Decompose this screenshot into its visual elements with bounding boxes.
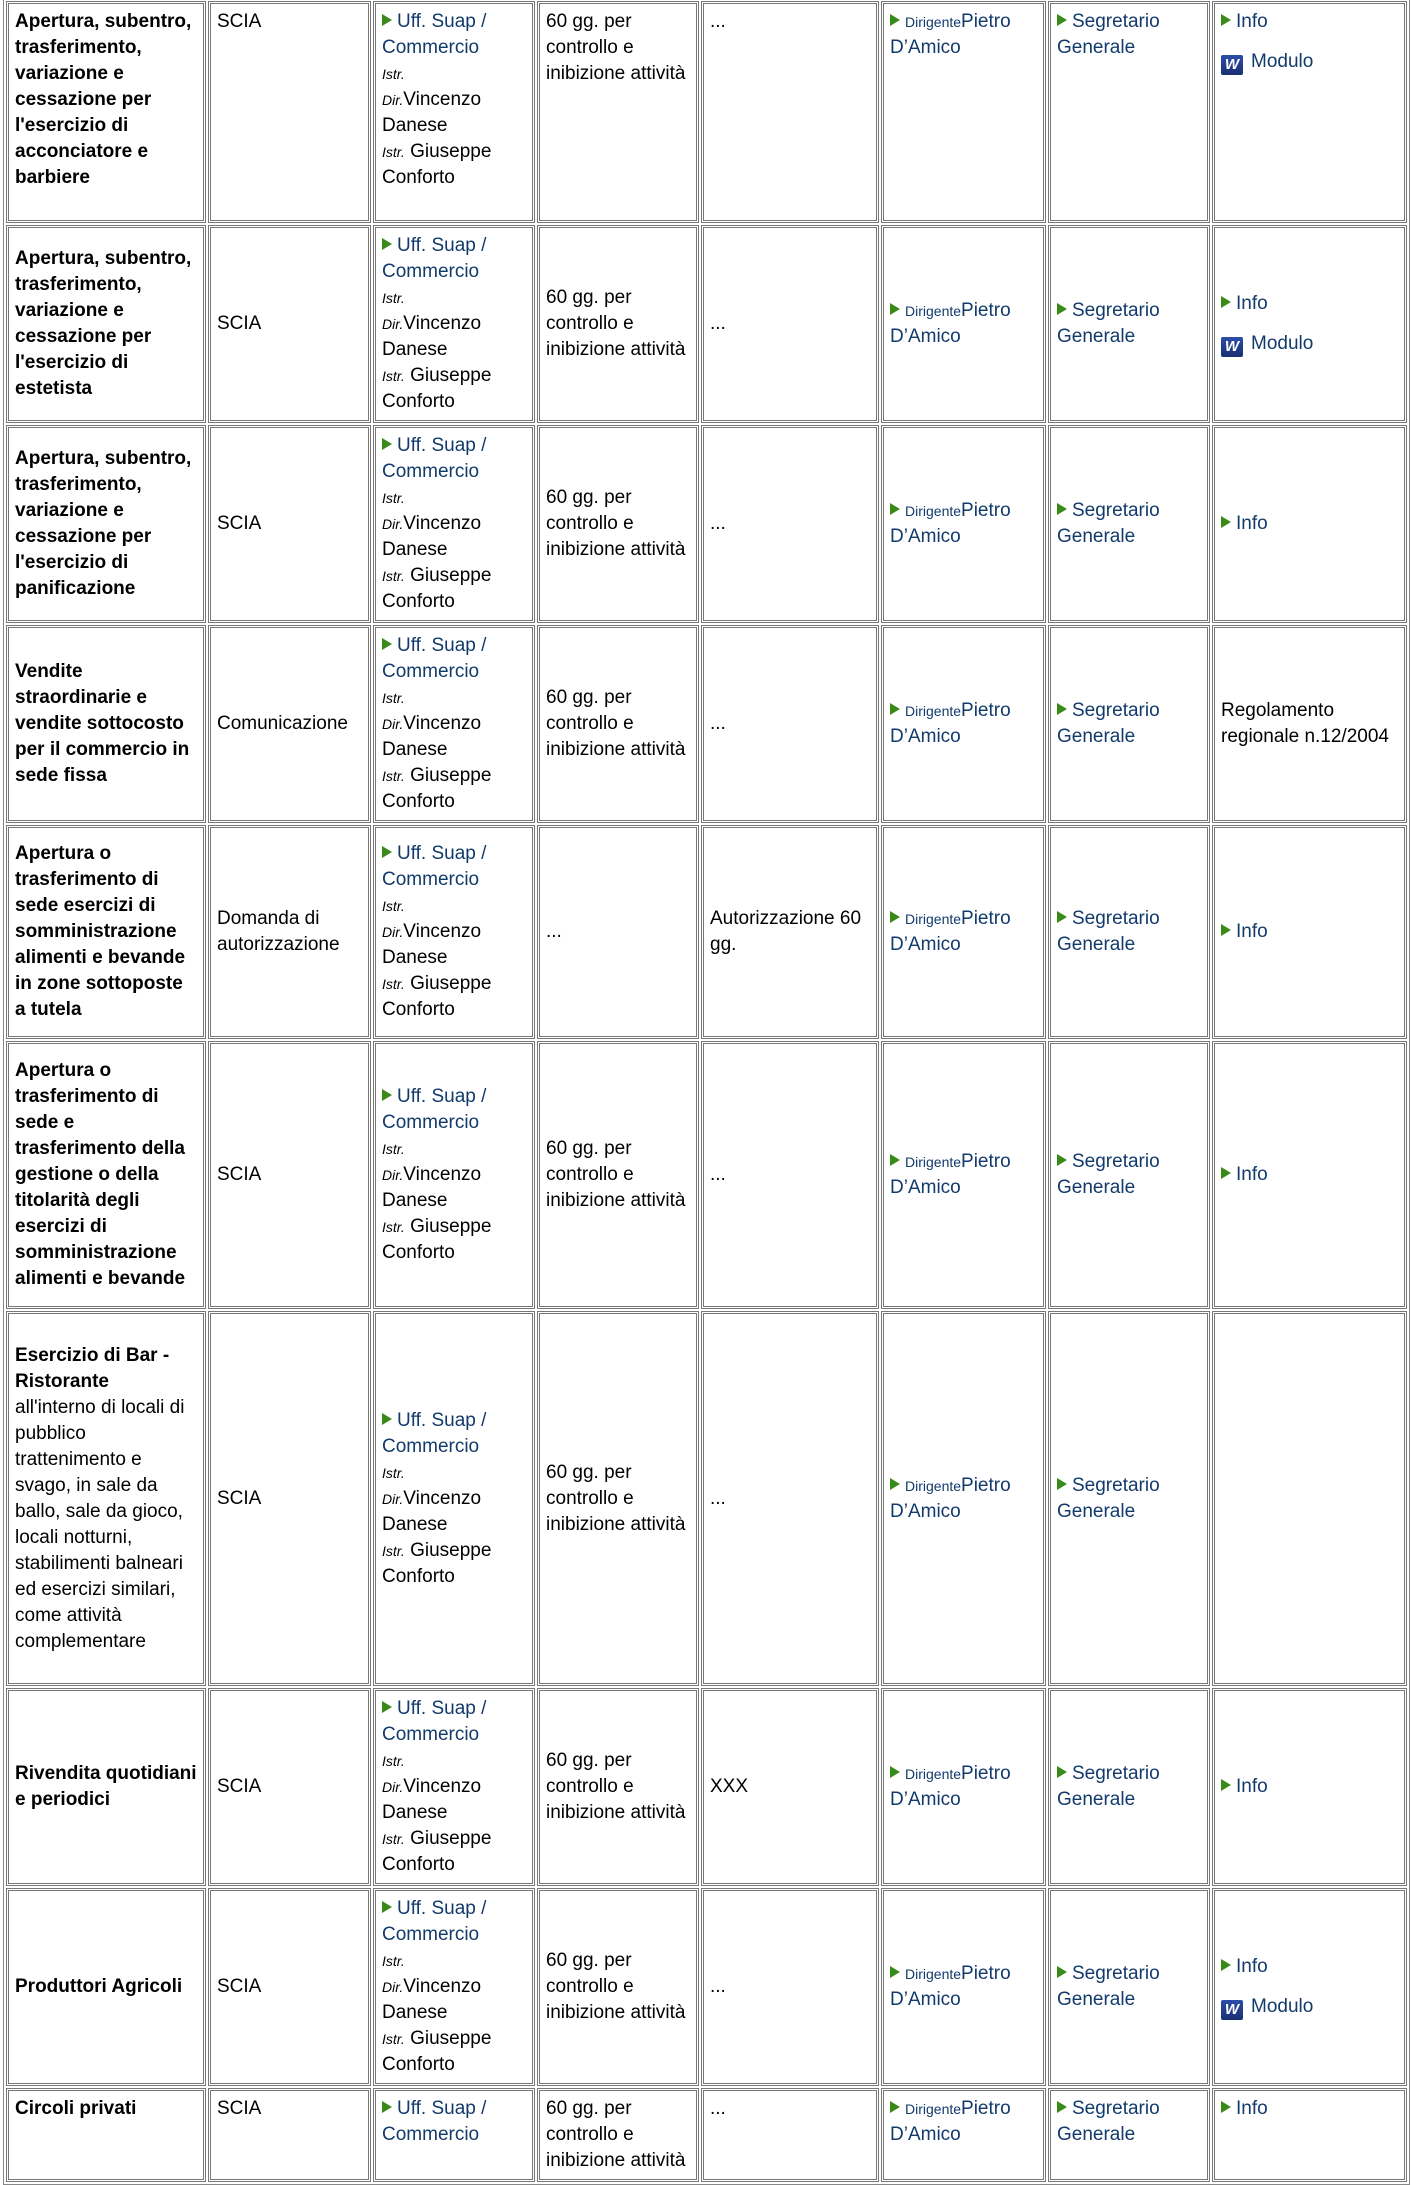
arrow-icon (890, 1766, 900, 1778)
arrow-icon (890, 1478, 900, 1490)
segretario-cell (1048, 1041, 1210, 1309)
dirigente-cell (881, 625, 1046, 823)
arrow-icon (1057, 911, 1067, 923)
procedure-title: Esercizio di Bar - Ristorante (15, 1344, 170, 1392)
term-cell: 60 gg. per controllo e inibizione attività (537, 1041, 699, 1309)
term-cell: 60 gg. per controllo e inibizione attività (537, 1, 699, 223)
arrow-icon (1221, 924, 1231, 936)
arrow-icon (382, 438, 392, 450)
dirigente-cell (881, 225, 1046, 423)
other-cell: Autorizzazione 60 gg. (701, 825, 879, 1039)
office-cell (373, 2088, 535, 2182)
dirigente-link[interactable]: DirigentePietro D’Amico (890, 11, 1011, 58)
procedure-type: Domanda di autorizzazione (208, 825, 371, 1039)
note-cell: Regolamento regionale n.12/2004 (1212, 625, 1407, 823)
arrow-icon (382, 1413, 392, 1425)
info-link[interactable]: Info (1221, 293, 1268, 314)
table-row (6, 1041, 1407, 1309)
arrow-icon (1221, 14, 1231, 26)
links-cell (1212, 1888, 1407, 2086)
procedure-type: SCIA (208, 1888, 371, 2086)
other-cell: ... (701, 2088, 879, 2182)
office-link[interactable]: Uff. Suap / Commercio (382, 635, 487, 682)
arrow-icon (382, 1901, 392, 1913)
other-cell: ... (701, 425, 879, 623)
links-cell (1212, 825, 1407, 1039)
info-link[interactable]: Info (1221, 1956, 1268, 1977)
info-link[interactable]: Info (1221, 921, 1268, 942)
dirigente-cell (881, 1041, 1046, 1309)
other-cell: ... (701, 1888, 879, 2086)
info-link[interactable]: Info (1221, 513, 1268, 534)
arrow-icon (1057, 703, 1067, 715)
office-link[interactable]: Uff. Suap / Commercio (382, 1086, 487, 1133)
term-cell: 60 gg. per controllo e inibizione attività (537, 1888, 699, 2086)
arrow-icon (890, 1154, 900, 1166)
office-link[interactable]: Uff. Suap / Commercio (382, 843, 487, 890)
office-link[interactable]: Uff. Suap / Commercio (382, 1898, 487, 1945)
office-cell: Uff. Suap / Commercio Istr. Dir.Vincenzo Danese Istr. Giuseppe Conforto (373, 1688, 535, 1886)
arrow-icon (1057, 303, 1067, 315)
links-cell (1212, 1, 1407, 223)
procedures-table (3, 0, 1410, 2185)
dirigente-link[interactable]: DirigentePietro D’Amico (890, 2098, 1011, 2145)
segretario-link[interactable]: Segretario Generale (1057, 1763, 1160, 1810)
arrow-icon (890, 503, 900, 515)
office-cell: Uff. Suap / Commercio Istr. Dir.Vincenzo Danese Istr. Giuseppe Conforto (373, 1888, 535, 2086)
other-cell: ... (701, 1041, 879, 1309)
term-cell: 60 gg. per controllo e inibizione attività (537, 1311, 699, 1686)
procedure-title: Circoli privati (6, 2088, 206, 2182)
office-cell: Uff. Suap / Commercio Istr. Dir.Vincenzo Danese Istr. Giuseppe Conforto (373, 1311, 535, 1686)
segretario-cell (1048, 625, 1210, 823)
segretario-link[interactable]: Segretario Generale (1057, 908, 1160, 955)
other-cell: ... (701, 1, 879, 223)
procedure-title: Produttori Agricoli (6, 1888, 206, 2086)
term-cell: 60 gg. per controllo e inibizione attività (537, 225, 699, 423)
procedure-type: Comunicazione (208, 625, 371, 823)
arrow-icon (1057, 1966, 1067, 1978)
office-cell: Uff. Suap / Commercio Istr. Dir.Vincenzo Danese Istr. Giuseppe Conforto (373, 1041, 535, 1309)
procedure-type: SCIA (208, 1688, 371, 1886)
dirigente-cell (881, 825, 1046, 1039)
procedure-type: SCIA (208, 2088, 371, 2182)
arrow-icon (890, 14, 900, 26)
dirigente-link[interactable]: DirigentePietro D’Amico (890, 1474, 1011, 1522)
procedure-title-cell (6, 1311, 206, 1686)
arrow-icon (890, 703, 900, 715)
arrow-icon (1221, 516, 1231, 528)
arrow-icon (1057, 1478, 1067, 1490)
term-cell: 60 gg. per controllo e inibizione attività (537, 2088, 699, 2182)
term-cell: 60 gg. per controllo e inibizione attività (537, 625, 699, 823)
procedure-type: SCIA (208, 225, 371, 423)
word-doc-icon: W (1221, 55, 1243, 75)
segretario-cell (1048, 425, 1210, 623)
segretario-link[interactable]: Segretario Generale (1057, 2098, 1160, 2145)
arrow-icon (890, 2101, 900, 2113)
office-link[interactable]: Uff. Suap / Commercio (382, 1698, 487, 1745)
term-cell: 60 gg. per controllo e inibizione attività (537, 425, 699, 623)
dirigente-cell (881, 1888, 1046, 2086)
arrow-icon (1057, 1154, 1067, 1166)
arrow-icon (1057, 2101, 1067, 2113)
procedure-title: Vendite straordinarie e vendite sottocosto per il commercio in sede fissa (6, 625, 206, 823)
arrow-icon (382, 238, 392, 250)
office-link[interactable]: Uff. Suap / Commercio (382, 11, 487, 58)
office-cell: Uff. Suap / Commercio Istr. Dir.Vincenzo Danese Istr. Giuseppe Conforto (373, 625, 535, 823)
dirigente-link[interactable]: DirigentePietro D’Amico (890, 908, 1011, 955)
table-row (6, 1688, 1407, 1886)
dirigente-link[interactable]: DirigentePietro D’Amico (890, 1763, 1011, 1810)
arrow-icon (1057, 14, 1067, 26)
table-row (6, 425, 1407, 623)
table-row (6, 1, 1407, 223)
links-cell (1212, 1311, 1407, 1686)
table-row (6, 225, 1407, 423)
arrow-icon (890, 303, 900, 315)
arrow-icon (382, 1089, 392, 1101)
office-cell: Uff. Suap / Commercio Istr. Dir.Vincenzo Danese Istr. Giuseppe Conforto (373, 825, 535, 1039)
segretario-link[interactable]: Segretario Generale (1057, 700, 1160, 747)
links-cell (1212, 425, 1407, 623)
other-cell: ... (701, 625, 879, 823)
arrow-icon (382, 2101, 392, 2113)
links-cell (1212, 2088, 1407, 2182)
procedure-title: Apertura, subentro, trasferimento, variazione e cessazione per l'esercizio di panificazione (6, 425, 206, 623)
arrow-icon (1221, 1779, 1231, 1791)
segretario-cell (1048, 2088, 1210, 2182)
dirigente-cell (881, 1311, 1046, 1686)
procedure-subtitle: all'interno di locali di pubblico trattenimento e svago, in sale da ballo, sale da gioco, locali notturni, stabilimenti balneari ed esercizi similari, come attività complementare (15, 1396, 185, 1652)
dirigente-link[interactable]: DirigentePietro D’Amico (890, 300, 1011, 347)
segretario-link[interactable]: Segretario Generale (1057, 500, 1160, 547)
procedure-title: Rivendita quotidiani e periodici (6, 1688, 206, 1886)
term-cell: 60 gg. per controllo e inibizione attività (537, 1688, 699, 1886)
dirigente-link[interactable]: DirigentePietro D’Amico (890, 700, 1011, 747)
segretario-cell (1048, 1888, 1210, 2086)
links-cell (1212, 1688, 1407, 1886)
office-cell: Uff. Suap / Commercio Istr. Dir.Vincenzo Danese Istr. Giuseppe Conforto (373, 225, 535, 423)
table-row (6, 1311, 1407, 1686)
procedure-title: Apertura o trasferimento di sede esercizi di somministrazione alimenti e bevande in zone sottoposte a tutela (6, 825, 206, 1039)
arrow-icon (382, 846, 392, 858)
table-row (6, 2088, 1407, 2182)
other-cell: XXX (701, 1688, 879, 1886)
dirigente-link[interactable]: DirigentePietro D’Amico (890, 1151, 1011, 1198)
segretario-link[interactable]: Segretario Generale (1057, 1474, 1160, 1522)
dirigente-cell (881, 1, 1046, 223)
segretario-link[interactable]: Segretario Generale (1057, 1963, 1160, 2010)
links-cell (1212, 225, 1407, 423)
table-row (6, 625, 1407, 823)
info-link[interactable]: Info (1221, 11, 1268, 32)
arrow-icon (890, 1966, 900, 1978)
arrow-icon (382, 14, 392, 26)
modulo-link[interactable]: W Modulo (1221, 51, 1313, 72)
segretario-cell (1048, 1688, 1210, 1886)
procedure-title: Apertura, subentro, trasferimento, variazione e cessazione per l'esercizio di acconciatore e barbiere (6, 1, 206, 223)
arrow-icon (1221, 296, 1231, 308)
dirigente-cell (881, 2088, 1046, 2182)
dirigente-link[interactable]: DirigentePietro D’Amico (890, 1963, 1011, 2010)
segretario-link[interactable]: Segretario Generale (1057, 300, 1160, 347)
word-doc-icon: W (1221, 337, 1243, 357)
info-link[interactable]: Info (1221, 1164, 1268, 1185)
procedure-title: Apertura o trasferimento di sede e trasferimento della gestione o della titolarità degli esercizi di somministrazione alimenti e bevande (6, 1041, 206, 1309)
links-cell (1212, 1041, 1407, 1309)
arrow-icon (382, 638, 392, 650)
office-link[interactable]: Uff. Suap / Commercio (382, 1409, 487, 1457)
arrow-icon (890, 911, 900, 923)
arrow-icon (1221, 2101, 1231, 2113)
info-link[interactable]: Info (1221, 1776, 1268, 1797)
arrow-icon (1057, 503, 1067, 515)
word-doc-icon: W (1221, 2000, 1243, 2020)
segretario-cell (1048, 825, 1210, 1039)
table-row (6, 1888, 1407, 2086)
procedure-type: SCIA (208, 425, 371, 623)
arrow-icon (1221, 1167, 1231, 1179)
procedure-type: SCIA (208, 1, 371, 223)
segretario-cell (1048, 225, 1210, 423)
modulo-link[interactable]: W Modulo (1221, 333, 1313, 354)
office-link[interactable]: Uff. Suap / Commercio (382, 435, 487, 482)
info-link[interactable]: Info (1221, 2098, 1268, 2119)
segretario-link[interactable]: Segretario Generale (1057, 11, 1160, 58)
arrow-icon (382, 1701, 392, 1713)
other-cell: ... (701, 225, 879, 423)
dirigente-cell (881, 425, 1046, 623)
arrow-icon (1221, 1959, 1231, 1971)
procedure-type: SCIA (208, 1311, 371, 1686)
office-cell: Uff. Suap / Commercio Istr. Dir.Vincenzo Danese Istr. Giuseppe Conforto (373, 425, 535, 623)
segretario-cell (1048, 1, 1210, 223)
procedure-type: SCIA (208, 1041, 371, 1309)
dirigente-cell (881, 1688, 1046, 1886)
office-link[interactable]: Uff. Suap / Commercio (382, 235, 487, 282)
term-cell: ... (537, 825, 699, 1039)
segretario-cell (1048, 1311, 1210, 1686)
dirigente-link[interactable]: DirigentePietro D’Amico (890, 500, 1011, 547)
modulo-link[interactable]: W Modulo (1221, 1996, 1313, 2017)
procedure-title: Apertura, subentro, trasferimento, variazione e cessazione per l'esercizio di estetista (6, 225, 206, 423)
office-cell: Uff. Suap / Commercio Istr. Dir.Vincenzo Danese Istr. Giuseppe Conforto (373, 1, 535, 223)
segretario-link[interactable]: Segretario Generale (1057, 1151, 1160, 1198)
table-row (6, 825, 1407, 1039)
arrow-icon (1057, 1766, 1067, 1778)
office-link[interactable]: Uff. Suap / Commercio (382, 2098, 487, 2145)
other-cell: ... (701, 1311, 879, 1686)
